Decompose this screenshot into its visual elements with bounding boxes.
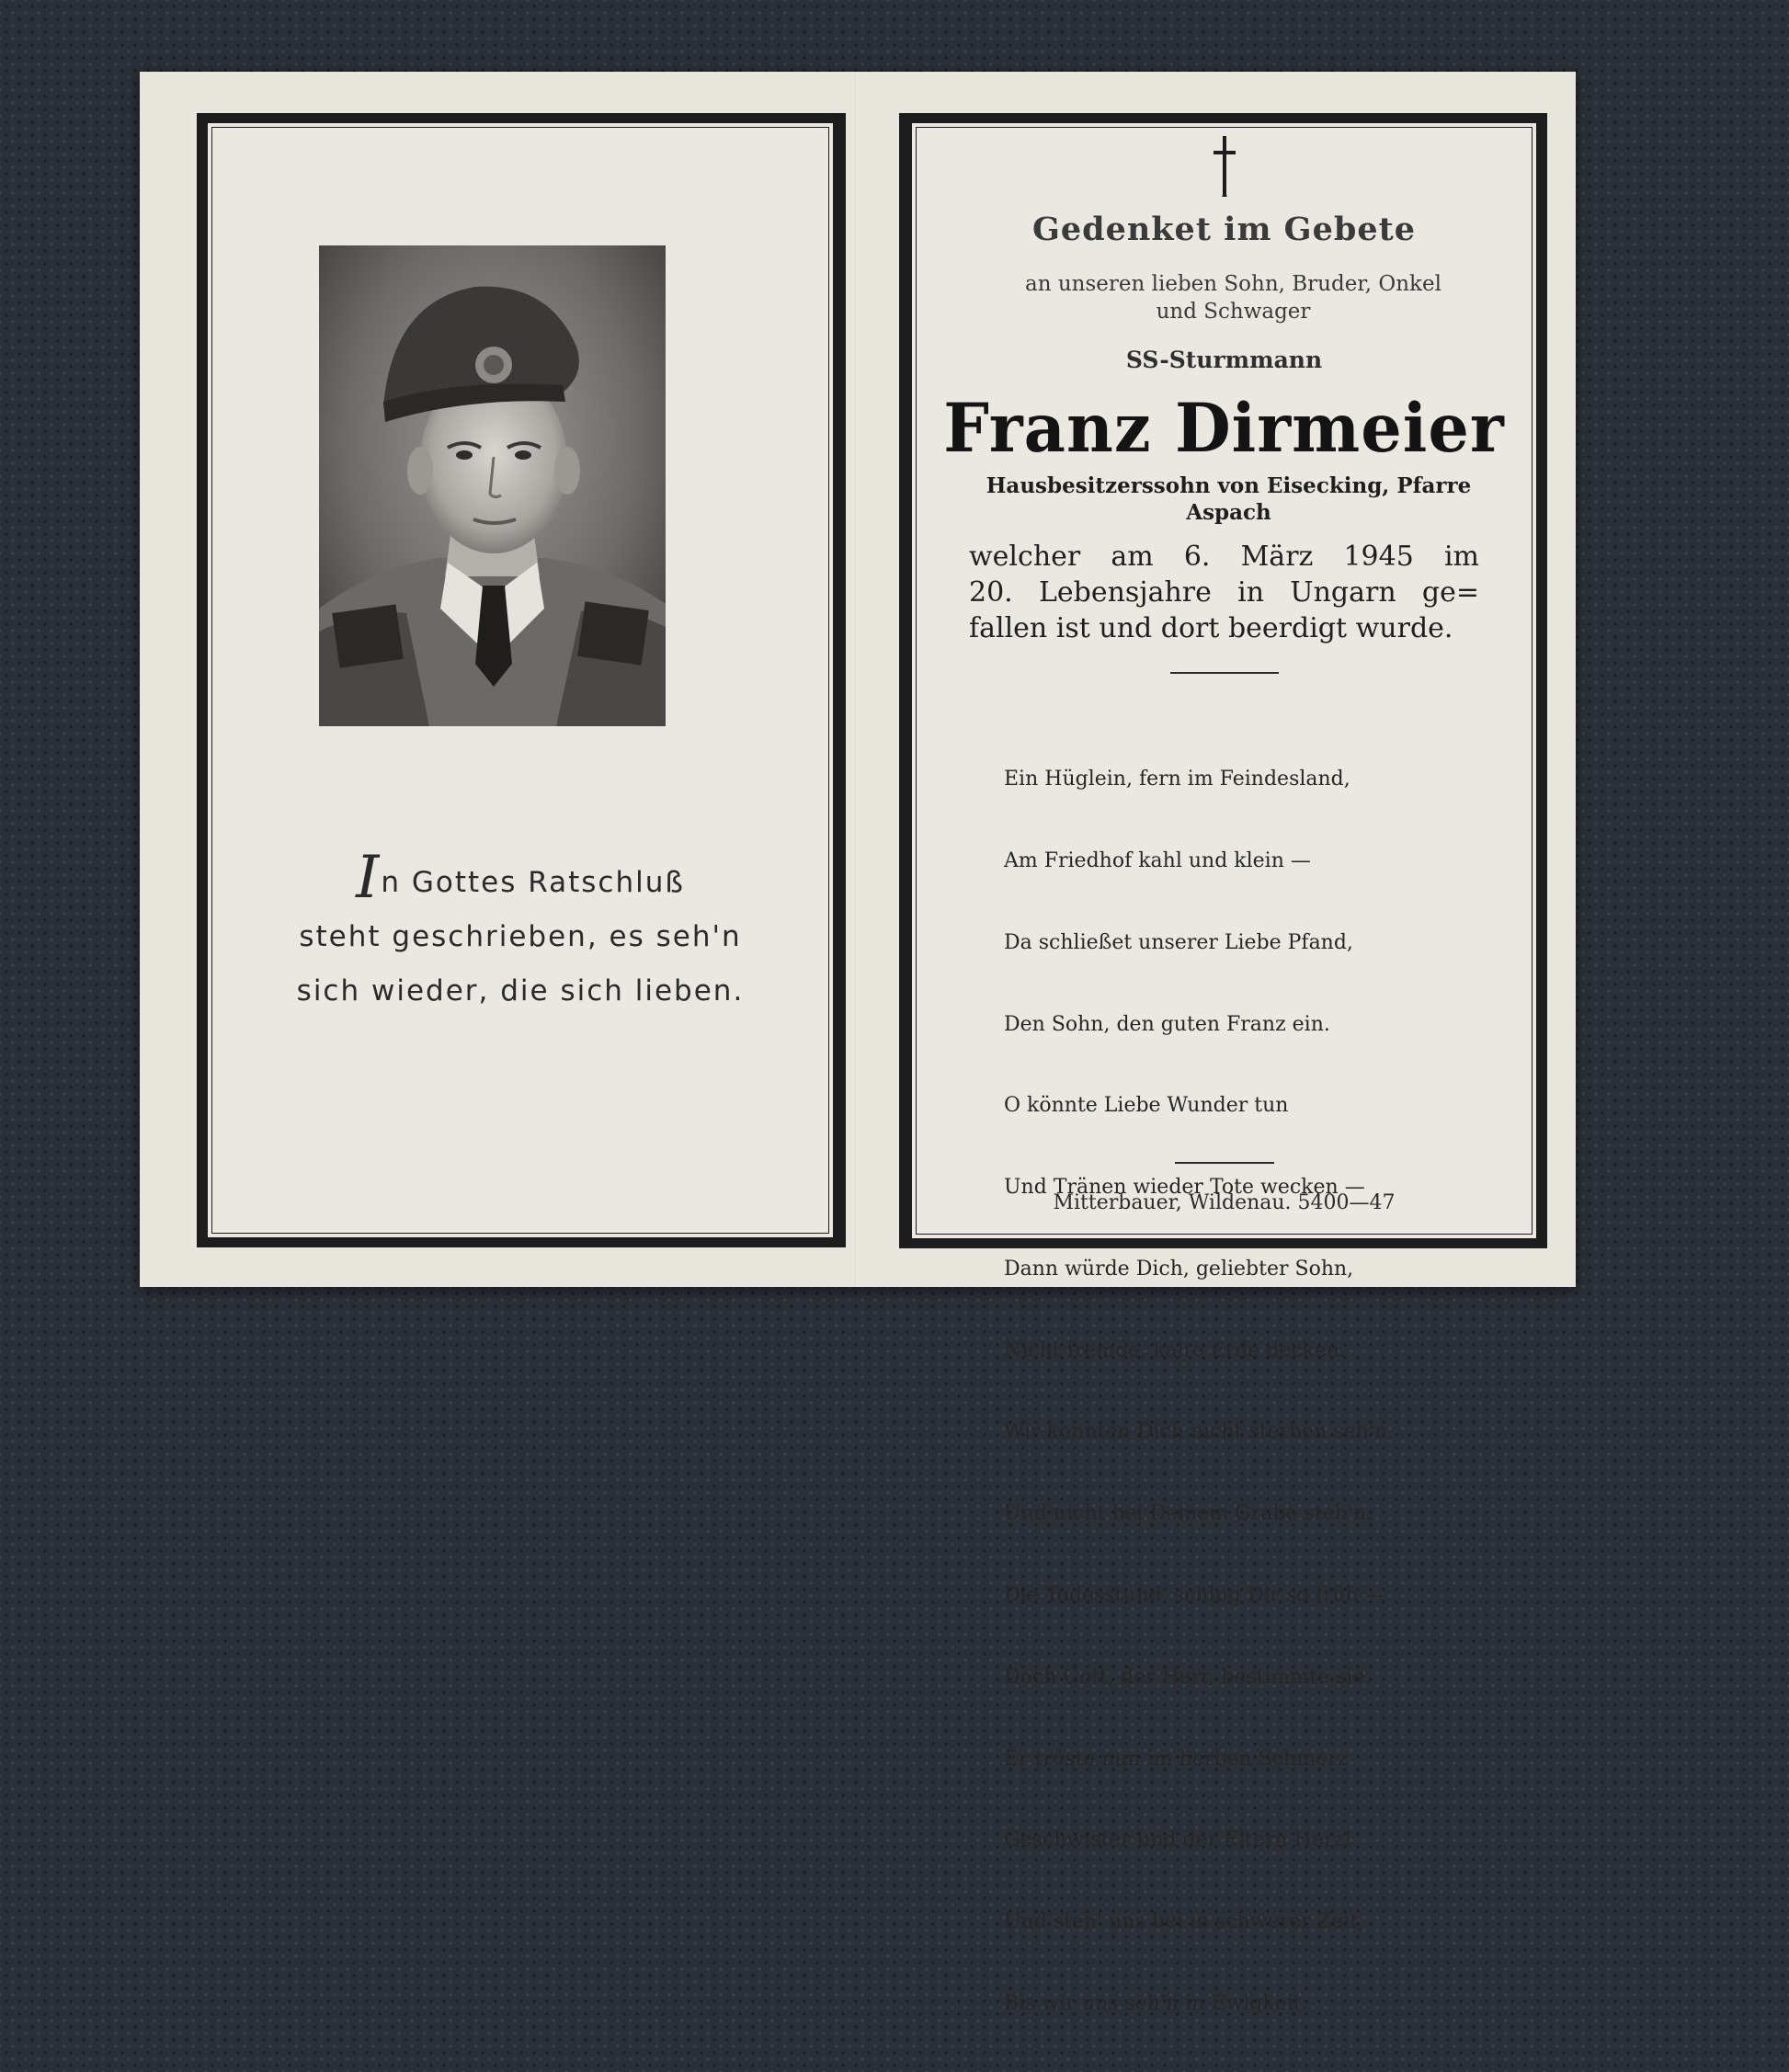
- left-panel: [197, 113, 846, 1247]
- poem-line: Geschwister und der Eltern Herz!: [1004, 1828, 1352, 1852]
- poem-line: O könnte Liebe Wunder tun: [1004, 1094, 1289, 1118]
- poem-line: Da schließet unserer Liebe Pfand,: [1004, 930, 1353, 954]
- poem-line: Bis wir uns seh'n in Ewigkeit.: [1004, 1991, 1308, 2015]
- poem-line: Und nicht bei Deinem Grabe steh'n.: [1004, 1502, 1373, 1526]
- death-notice: welcher am 6. März 1945 im 20. Lebensjahre in Ungarn ge= fallen ist und dort beerdigt wurde.: [969, 541, 1479, 644]
- printer-imprint: Mitterbauer, Wildenau. 5400—47: [1053, 1191, 1396, 1214]
- quote-line-2: steht geschrieben, es seh'n: [299, 920, 742, 953]
- memorial-text: [912, 123, 1536, 2015]
- quote-initial: I: [356, 844, 382, 912]
- divider-top: [1170, 672, 1279, 674]
- poem-line: Den Sohn, den guten Franz ein.: [1004, 1012, 1330, 1036]
- poem-line: Nicht fremde, kalte Erde decken.: [1004, 1338, 1347, 1362]
- military-rank: SS-Sturmmann: [1125, 347, 1323, 373]
- memorial-heading: Gedenket im Gebete: [1031, 211, 1417, 248]
- divider-bottom: [1175, 1162, 1274, 1164]
- portrait-illustration: [319, 245, 666, 726]
- right-panel: [899, 113, 1547, 2015]
- poem-line: Die Todesstund' schlug Dir so früh —: [1004, 1584, 1385, 1607]
- poem-line: Und steh' uns bei in schwerer Zeit,: [1004, 1910, 1364, 1934]
- memorial-card: [140, 72, 1576, 2015]
- poem-line: Doch Gott, der Herr, bestimmte sie.: [1004, 1665, 1372, 1689]
- quote-line-3: sich wieder, die sich lieben.: [296, 974, 745, 1008]
- poem-line: Am Friedhof kahl und klein —: [1004, 848, 1311, 872]
- poem-line: Dann würde Dich, geliebter Sohn,: [1004, 1257, 1354, 1281]
- bible-quote: [263, 844, 778, 1019]
- origin-text: Hausbesitzerssohn von Eisecking, Pfarre Aspach: [986, 473, 1472, 525]
- quote-line-1: In Gottes Ratschluß: [356, 844, 685, 912]
- poem-line: Ein Hüglein, fern im Feindesland,: [1004, 768, 1350, 791]
- intro-text: an unseren lieben Sohn, Bruder, Onkel und Schwager: [1025, 272, 1441, 324]
- card-fold: [855, 72, 857, 1287]
- poem-line: Wir konnten Dich nicht sterben seh'n,: [1004, 1420, 1395, 1444]
- memorial-poem: [1004, 712, 1394, 2072]
- portrait-photo: [319, 245, 666, 726]
- poem-line: Und Tränen wieder Tote wecken —: [1004, 1176, 1365, 1200]
- poem-line: Er tröste nun im herben Schmerz: [1004, 1747, 1349, 1770]
- cross-icon: [1206, 134, 1243, 199]
- deceased-name: Franz Dirmeier: [943, 387, 1505, 469]
